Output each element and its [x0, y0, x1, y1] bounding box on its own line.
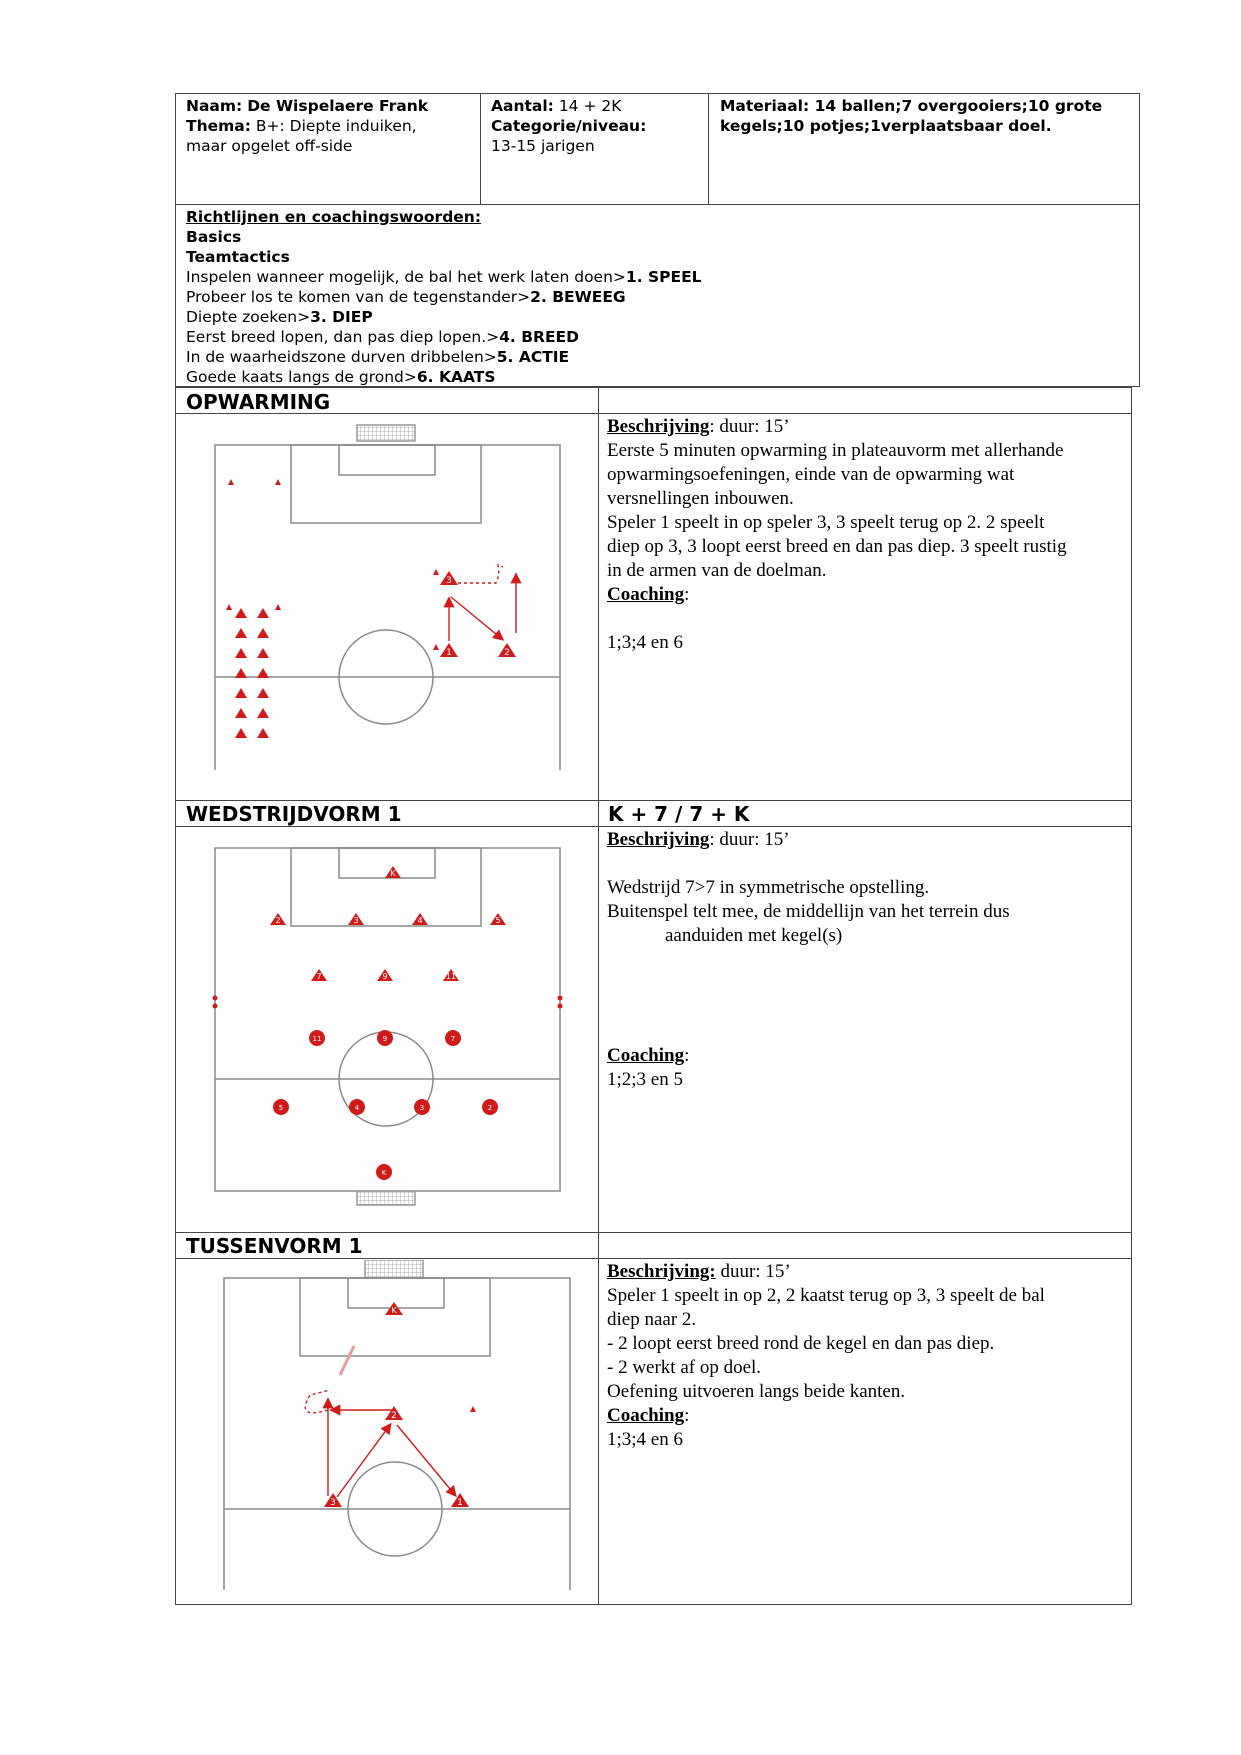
player-marker [257, 648, 269, 658]
cone [213, 996, 218, 1001]
numbered-players [324, 1302, 469, 1508]
field-outline [215, 848, 560, 1191]
player-label: 2 [504, 648, 510, 658]
aantal-label: Aantal: [491, 97, 554, 115]
materiaal-text: Materiaal: 14 ballen;7 overgooiers;10 grote kegels;10 potjes;1verplaatsbaar doel. [720, 97, 1103, 135]
player-marker [235, 668, 247, 678]
guideline-line: Diepte zoeken>3. DIEP [186, 308, 373, 326]
player-label: K [391, 1306, 397, 1315]
cones [470, 1406, 476, 1412]
beschrijving-label: Beschrijving [607, 829, 710, 850]
teamtactics-label: Teamtactics [186, 248, 290, 266]
player-marker [257, 728, 269, 738]
player-label: 5 [495, 916, 501, 925]
aantal-value: 14 + 2K [558, 97, 622, 115]
guideline-line: Probeer los te komen van de tegenstander>2. BEWEEG [186, 288, 626, 306]
side-markers [213, 996, 563, 1009]
cone [470, 1406, 476, 1412]
run-path [458, 565, 503, 583]
player-marker [257, 628, 269, 638]
basics-label: Basics [186, 228, 242, 246]
thema-value-2: maar opgelet off-side [186, 137, 353, 155]
coaching-value: 1;2;3 en 5 [607, 1069, 683, 1090]
beschrijving-label: Beschrijving [607, 416, 710, 437]
cone [275, 604, 281, 610]
player-label: K [390, 869, 396, 878]
goal-box [339, 848, 435, 878]
row-line [175, 1232, 1132, 1233]
opwarming-title: OPWARMING [186, 390, 331, 414]
wedstrijdvorm-field-diagram [200, 828, 580, 1208]
player-label: K [381, 1169, 387, 1177]
row-line [175, 826, 1132, 827]
player-marker [235, 628, 247, 638]
tussenvorm-title: TUSSENVORM 1 [186, 1234, 363, 1258]
player-label: 2 [391, 1411, 397, 1421]
player-marker [235, 648, 247, 658]
player-label: 4 [354, 1104, 360, 1112]
coaching-label: Coaching [607, 584, 685, 605]
guideline-line: Eerst breed lopen, dan pas diep lopen.>4. BREED [186, 328, 579, 346]
player-label: 7 [450, 1035, 456, 1043]
goal-net [357, 425, 415, 441]
penalty-box [291, 848, 481, 926]
player-label: 3 [353, 916, 359, 925]
player-label: 4 [417, 916, 423, 925]
player-marker [235, 708, 247, 718]
pass-arrow [397, 1425, 455, 1495]
goal-box [339, 445, 435, 475]
player-label: 9 [382, 972, 388, 981]
pass-arrow [337, 1425, 390, 1497]
guidelines-title: Richtlijnen en coachingswoorden: [186, 208, 482, 226]
thema-value: B+: Diepte induiken, [255, 117, 417, 135]
player-label: 11 [445, 972, 457, 981]
tussenvorm-description: Beschrijving: duur: 15’ Speler 1 speelt in op 2, 2 kaatst terug op 3, 3 speelt de bal diep naar 2. - 2 loopt eerst breed rond de kegel en dan pas diep. - 2 werkt af op doel. Oefening uitvoeren langs beide kanten. Coaching: 1;3;4 en 6 [607, 1260, 1127, 1452]
thema-label: Thema: [186, 117, 251, 135]
cone [433, 644, 439, 650]
player-marker [235, 608, 247, 618]
player-label: 2 [487, 1104, 493, 1112]
run-path [305, 1390, 330, 1413]
goal-net [357, 1191, 415, 1205]
naam-value: De Wispelaere Frank [247, 97, 429, 115]
main-col-divider [598, 387, 599, 1605]
guideline-line: Goede kaats langs de grond>6. KAATS [186, 368, 496, 386]
team-circles [273, 1030, 498, 1180]
player-marker [257, 608, 269, 618]
player-label: 3 [419, 1104, 425, 1112]
guideline-line: Inspelen wanneer mogelijk, de bal het werk laten doen>1. SPEEL [186, 268, 702, 286]
coaching-value: 1;3;4 en 6 [607, 1429, 683, 1450]
coaching-label: Coaching [607, 1045, 685, 1066]
numbered-players [440, 571, 516, 658]
wedstrijdvorm-subtitle: K + 7 / 7 + K [608, 802, 750, 826]
player-label: 5 [278, 1104, 284, 1112]
cone [275, 479, 281, 485]
guidelines-content [186, 207, 1126, 387]
field-outline [224, 1278, 570, 1590]
naam-label: Naam: [186, 97, 243, 115]
aantal-cell [491, 96, 701, 156]
shot-arrow [340, 1346, 354, 1375]
player-marker [235, 728, 247, 738]
wedstrijdvorm-title: WEDSTRIJDVORM 1 [186, 802, 402, 826]
guideline-line: In de waarheidszone durven dribbelen>5. ACTIE [186, 348, 570, 366]
cones [226, 479, 439, 650]
beschrijving-label: Beschrijving: [607, 1261, 716, 1282]
opwarming-field-diagram [200, 415, 580, 775]
player-label: 1 [446, 648, 452, 658]
wedstrijdvorm-description: Beschrijving: duur: 15’ Wedstrijd 7>7 in symmetrische opstelling. Buitenspel telt mee, de middellijn van het terrein dus aanduiden met kegel(s) Coaching: 1;2;3 en 5 [607, 828, 1127, 1092]
player-label: 2 [275, 916, 281, 925]
player-marker [235, 688, 247, 698]
player-label: 7 [316, 972, 322, 981]
player-label: 3 [330, 1498, 336, 1508]
coaching-value: 1;3;4 en 6 [607, 632, 683, 653]
naam-thema-cell [186, 96, 476, 156]
player-label: 11 [312, 1035, 322, 1043]
player-marker [257, 668, 269, 678]
cone [433, 569, 439, 575]
goal-box [348, 1278, 444, 1308]
cone [558, 1004, 563, 1009]
player-marker [257, 688, 269, 698]
row-line [175, 1258, 1132, 1259]
goal-net [365, 1260, 423, 1278]
header-divider-1 [480, 93, 481, 205]
materiaal-cell [720, 96, 1135, 136]
coaching-label: Coaching [607, 1405, 685, 1426]
tussenvorm-field-diagram [200, 1260, 580, 1600]
header-divider-2 [708, 93, 709, 205]
cone [226, 604, 232, 610]
cone [558, 996, 563, 1001]
categorie-label: Categorie/niveau: [491, 117, 647, 135]
cone [228, 479, 234, 485]
opwarming-description: Beschrijving: duur: 15’ Eerste 5 minuten opwarming in plateauvorm met allerhande opwarmingsoefeningen, einde van de opwarming wat versnellingen inbouwen. Speler 1 speelt in op speler 3, 3 speelt terug op 2. 2 speelt diep op 3, 3 loopt eerst breed en dan pas diep. 3 speelt rustig in de armen van de doelman. Coaching: 1;3;4 en 6 [607, 415, 1127, 655]
player-marker [257, 708, 269, 718]
player-label: 3 [446, 576, 452, 586]
field-outline [215, 445, 560, 770]
pass-arrow [451, 597, 502, 639]
player-columns [235, 608, 269, 738]
player-label: 1 [457, 1498, 463, 1508]
cone [213, 1004, 218, 1009]
penalty-box [291, 445, 481, 523]
penalty-box [300, 1278, 490, 1356]
player-label: 9 [382, 1035, 388, 1043]
team-triangles [270, 866, 506, 981]
categorie-value: 13-15 jarigen [491, 137, 595, 155]
row-line [175, 800, 1132, 801]
